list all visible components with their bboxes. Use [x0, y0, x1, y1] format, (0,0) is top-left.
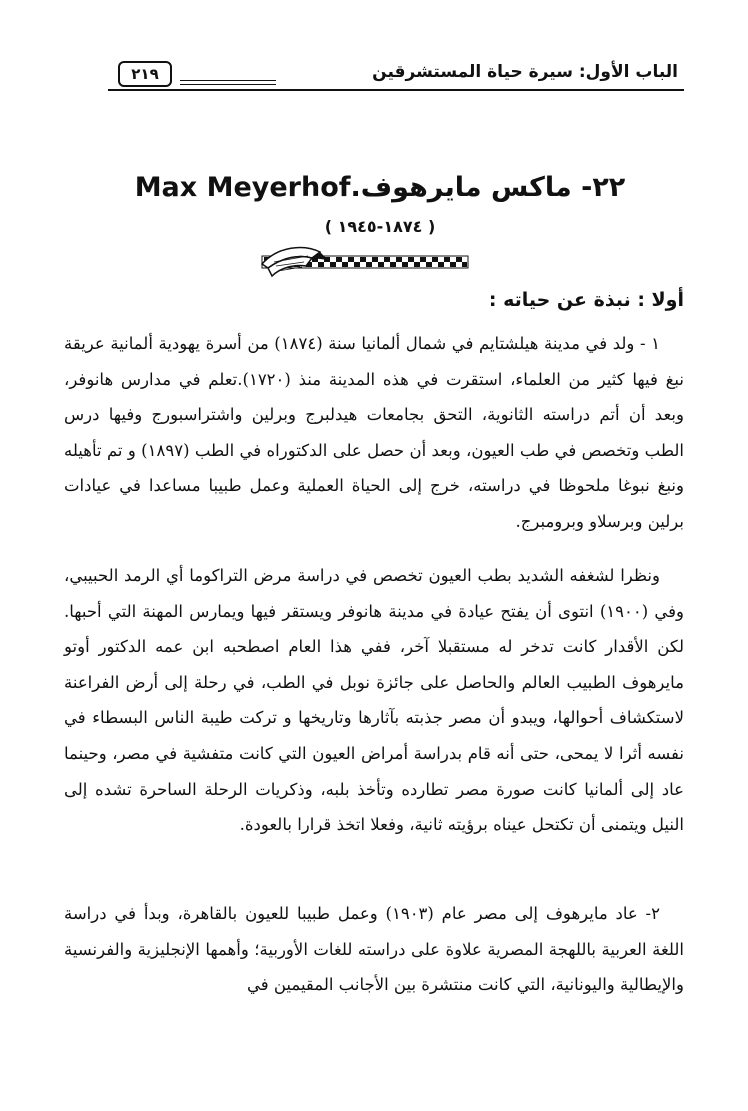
- quill-shape: [262, 248, 328, 276]
- entry-title-arabic: ٢٢- ماكس مايرهوف.: [350, 172, 626, 203]
- header-decorative-rule: [180, 80, 276, 81]
- paragraph-text: ٢- عاد مايرهوف إلى مصر عام (١٩٠٣) وعمل طبيبا للعيون بالقاهرة، وبدأ في دراسة اللغة العربية باللهجة المصرية علاوة على دراسته للغات الأوربية؛ وأهمها الإنجليزية والفرنسية والإيطالية واليونانية، التي كانت منتشرة بين الأجانب المقيمين في: [64, 904, 684, 995]
- paragraph-3: [64, 896, 684, 1003]
- entry-title-latin: Max Meyerhof: [134, 172, 351, 203]
- entry-title: [100, 168, 660, 208]
- header-rule: [108, 89, 684, 91]
- paragraph-1: [64, 326, 684, 540]
- running-header: [108, 58, 684, 92]
- paragraph-text: ونظرا لشغفه الشديد بطب العيون تخصص في دراسة مرض التراكوما أي الرمد الحبيبي، وفي (١٩٠٠) انتوى أن يفتح عيادة في مدينة هانوفر ويستقر فيها ويمارس المهنة التي أحبها. لكن الأقدار كانت تدخر له مستقبلا آخر، ففي هذا العام اصطحبه ابن عمه الدكتور أوتو مايرهوف الطبيب العالم والحاصل على جائزة نوبل في الطب، في رحلة إلى أرض الفراعنة لاستكشاف أحوالها، ويبدو أن مصر جذبته بآثارها وتاريخها و تركت طيبة الناس البسطاء في نفسه أثرا لا يمحى، حتى أنه قام بدراسة أمراض العيون التي كانت متفشية في مصر، وحينما عاد إلى ألمانيا كانت صورة مصر تطارده وتأخذ بلبه، وذكريات الرحلة الساحرة تشده إلى النيل ويتمنى أن تكتحل عيناه برؤيته ثانية، وفعلا اتخذ قرارا بالعودة.: [64, 566, 685, 835]
- section-heading: أولا : نبذة عن حياته :: [488, 289, 684, 311]
- paragraph-text: ١ - ولد في مدينة هيلشتايم في شمال ألمانيا سنة (١٨٧٤) من أسرة يهودية ألمانية عريقة نبغ فيها كثير من العلماء، استقرت في هذه المدينة منذ (١٧٢٠).تعلم في مدارس هانوفر، وبعد أن أتم دراسته الثانوية، التحق بجامعات هيدلبرج وبرلين واشتراسبورج وفيها درس الطب وتخصص في طب العيون، وبعد أن حصل على الدكتوراه في الطب (١٨٩٧) و تم تأهيله ونبغ نبوغا ملحوظا في دراسته، خرج إلى الحياة العملية وعمل طبيبا مساعدا في عيادات برلين وبرسلاو وبرومبرج.: [64, 334, 684, 531]
- quill-ornament-icon: [258, 244, 470, 280]
- life-dates: ( ١٨٧٤-١٩٤٥ ): [324, 217, 436, 236]
- paragraph-2: [64, 558, 684, 843]
- chapter-title: الباب الأول: سيرة حياة المستشرقين: [372, 62, 678, 82]
- page-number: ٢١٩: [118, 61, 172, 87]
- header-decorative-rule: [180, 84, 276, 85]
